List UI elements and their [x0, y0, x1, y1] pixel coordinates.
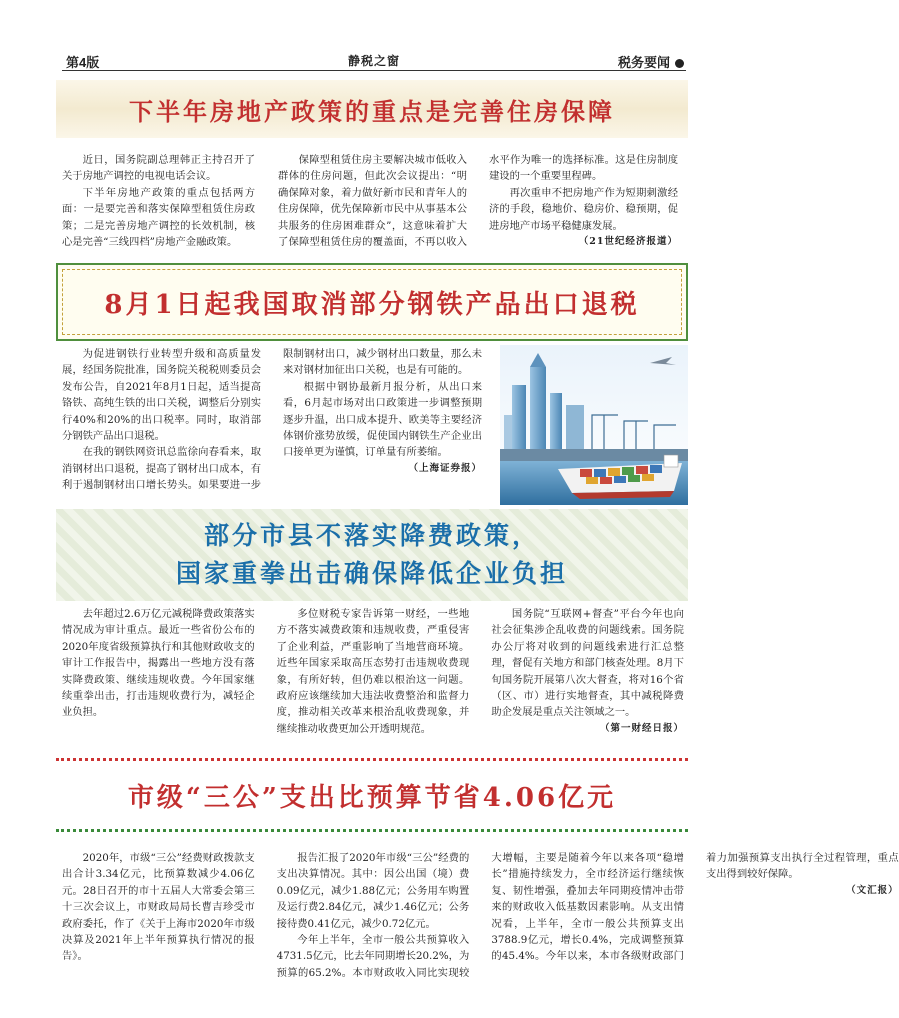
article-4-paragraph: 2020年，市级“三公”经费财政拨款支出合计3.34亿元，比预算数减少4.06亿元。28日召开的市十五届人大常委会第三十三次会议上，市财政局局长曹吉珍受市政府委托，作了《关于上海市2020年市级决算及2021年上半年预算执行情况的报告》。 [62, 852, 255, 963]
article-1-banner [56, 80, 688, 138]
article-1-paragraph: 下半年房地产政策的重点包括两方面：一是要完善和落实保障型租赁住房政策；二是完善房地产调控的长效机制，核心是完善“三线四档”房地产金融政策。 [62, 186, 255, 249]
article-4-source: （文汇报） [846, 884, 899, 896]
article-3-paragraph: 多位财税专家告诉第一财经，一些地方不落实减费政策和违规收费，严重侵害了企业利益，严重影响了当地营商环境。近些年国家采取高压态势打击违规收费现象，有所好转，但仍难以根治这一问题。政府应该继续加大违法收费整治和监督力度，推动相关改革来根治乱收费现象，并继续推动收费更加公开透明规范。 [276, 608, 470, 735]
port-city-image [500, 345, 688, 505]
paper-name: 静税之窗 [347, 54, 400, 68]
article-2-text [62, 346, 482, 496]
article-2-paragraph: 在我的钢铁网资讯总监徐向春看来，取消钢材出口退税，提高了钢材出口成本，有利于遏制钢材出口增长势头。如果要进一步限制钢材出口，减少钢材出口数量，那么未来对钢材加征出口关税，也是有可能的。 [62, 348, 482, 492]
article-2-banner [56, 263, 688, 341]
bullet-icon [675, 59, 684, 68]
article-4-headline: 市级“三公”支出比预算节省4.06亿元 [127, 782, 617, 813]
article-3-headline-line-1: 部分市县不落实降费政策， [203, 521, 540, 550]
article-2-flow [62, 346, 482, 496]
section-label [618, 52, 684, 71]
article-1-paragraph: 近日，国务院副总理韩正主持召开了关于房地产调控的电视电话会议。 [62, 154, 255, 183]
article-4-flow [62, 850, 899, 984]
article-3-paragraph: 国务院“互联网+督查”平台今年也向社会征集涉企乱收费的问题线索。国务院办公厅将对收到的问题线索进行汇总整理，督促有关地方和部门核查处理。8月下旬国务院开展第八次大督查，将对16个省（区、市）进行实地督查，其中减税降费助企发展是重点关注领域之一。 [491, 608, 684, 719]
article-2-headline: 8月1日起我国取消部分钢铁产品出口退税 [104, 289, 640, 320]
article-3-headline-line-2: 国家重拳出击确保降低企业负担 [175, 559, 568, 588]
article-1-col-1 [62, 152, 255, 250]
article-4-text [62, 850, 899, 984]
article-4-paragraph: 今年上半年，全市一般公共预算收入4731.5亿元，比去年同期增长20.2%，为预算的65.2%。本市财政收入同比实现较大增幅，主要是随着今年以来各项“稳增长”措施持续发力，全市经济运行继续恢复、韧性增强，叠加去年同期疫情冲击带来的财政收入低基数因素影响。从支出情况看，上半年，全市一般公共预算支出3788.9亿元，增长0.4%，完成调整预算的45.4%。今年以来，本市各级财政部门着力加强预算支出执行全过程管理，重点支出得到较好保障。 [276, 852, 899, 979]
article-3-source: （第一财经日报） [599, 722, 684, 734]
article-3-banner [56, 509, 688, 601]
article-1-paragraph: 保障型租赁住房主要解决城市低收入群体的住房问题，但此次会议提出：“明确保障对象，着力做好新市民和青年人的住房保障，优先保障新市民中从事基本公共服务的住房困难群众”，这意味着扩大了保障型租赁住房的覆盖面，不再以收入水平作为唯一的选择标准。这是住房制度建设的一个重要里程碑。 [278, 154, 678, 249]
article-2-paragraph: 为促进钢铁行业转型升级和高质量发展，经国务院批准，国务院关税税则委员会发布公告，自2021年8月1日起，适当提高铬铁、高纯生铁的出口关税，调整后分别实行40%和20%的出口税率。同时，取消部分钢铁产品出口退税。 [62, 348, 261, 443]
article-1-source: （21世纪经济报道） [578, 236, 678, 248]
article-3-paragraph: 去年超过2.6万亿元减税降费政策落实情况成为审计重点。最近一些省份公布的2020年度省级预算执行和其他财政收支的审计工作报告中，揭露出一些地方没有落实降费政策、继续违规收费。今年国家继续重拳出击，打击违规收费行为，减轻企业负担。 [62, 608, 255, 719]
port-city-illustration [500, 345, 688, 505]
article-1-flow [278, 152, 678, 250]
article-3-text [62, 606, 684, 744]
masthead [62, 49, 686, 71]
article-1-col-2 [278, 152, 678, 250]
edition-label: 第4版 [66, 55, 100, 70]
article-2-paragraph: 根据中钢协最新月报分析，从出口来看，6月起市场对出口政策进一步调整预期逐步升温，出口成本提升、欧美等主要经济体钢价涨势放缓，促使国内钢铁生产企业出口接单更为谨慎，订单量有所萎缩。 [283, 380, 482, 459]
article-1-paragraph: 再次重申不把房地产作为短期刺激经济的手段，稳地价、稳房价、稳预期，促进房地产市场平稳健康发展。 [489, 186, 678, 232]
article-4-paragraph: 报告汇报了2020年市级“三公”经费的支出决算情况。其中：因公出国（境）费0.09亿元，减少1.88亿元；公务用车购置及运行费2.84亿元，减少1.46亿元；公务接待费0.41亿元，减少0.72亿元。 [276, 852, 470, 930]
article-1-headline: 下半年房地产政策的重点是完善住房保障 [129, 96, 615, 126]
section-text: 税务要闻 [617, 55, 670, 70]
article-2-source: （上海证券报） [408, 462, 482, 474]
article-4-banner [56, 758, 688, 832]
article-3-flow [62, 606, 684, 744]
